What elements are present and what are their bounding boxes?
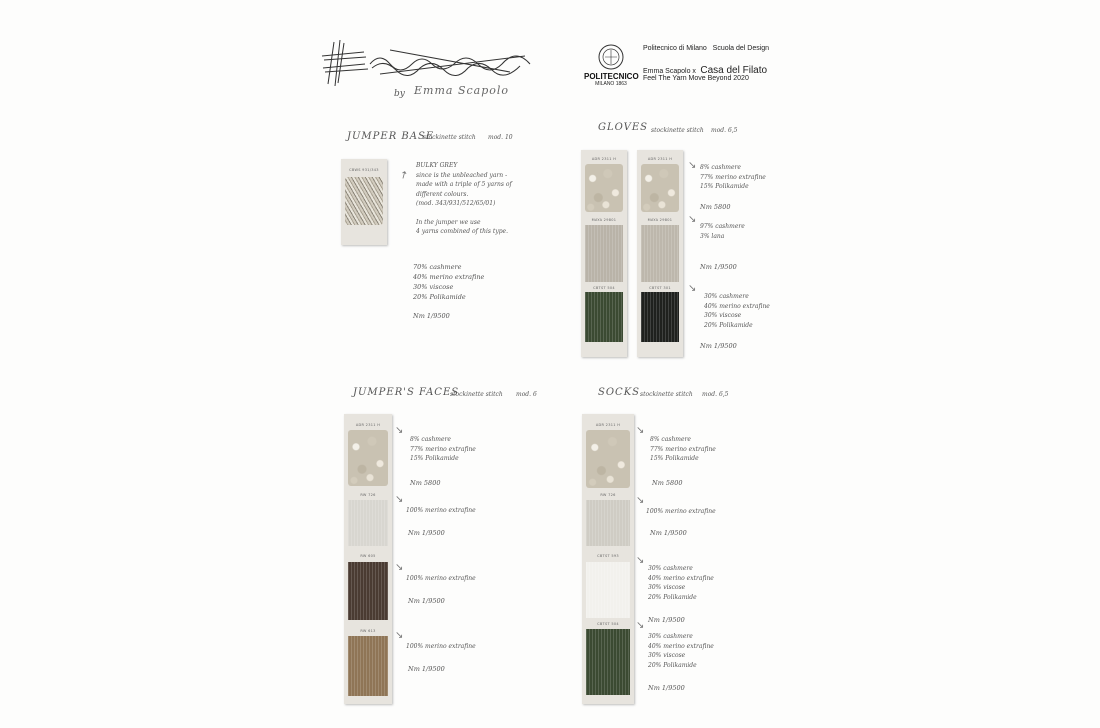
- socks-gauge: mod. 6,5: [702, 391, 729, 398]
- yarn-wrap-olive: [586, 629, 630, 695]
- gloves-block3: 30% cashmere 40% merino extrafine 30% viscose 20% Polikamide: [704, 293, 770, 329]
- school-line: Politecnico di Milano Scuola del Design: [643, 45, 770, 52]
- socks-stitch: stockinette stitch: [640, 391, 693, 398]
- socks-block1-nm: Nm 5800: [652, 479, 683, 487]
- arrow-icon: ↘: [688, 214, 697, 225]
- gloves-block1-nm: Nm 5800: [700, 203, 731, 211]
- arrow-icon: ↘: [636, 495, 645, 506]
- jumper-faces-block2-nm: Nm 1/9500: [408, 529, 445, 537]
- arrow-icon: ↘: [636, 425, 645, 436]
- section-title-socks: SOCKS: [598, 387, 641, 398]
- section-title-jumper-faces: JUMPER'S FACES: [353, 387, 460, 398]
- yarn-wrap-off-white: [348, 500, 388, 546]
- gloves-block3-nm: Nm 1/9500: [700, 342, 737, 350]
- yarn-wrap-boucle: [348, 430, 388, 486]
- signature: Emma Scapolo: [414, 84, 510, 97]
- collab-brand: Casa del Filato: [700, 65, 768, 76]
- arrow-icon: ↘: [395, 630, 404, 641]
- arrow-icon: ↘: [636, 620, 645, 631]
- yarn-card-socks: ADR 2311 H RW 726 CBTST 593 CBTST 504: [582, 414, 634, 704]
- yarn-wrap-dark-brown: [348, 562, 388, 620]
- socks-block3: 30% cashmere 40% merino extrafine 30% viscose 20% Polikamide: [648, 565, 714, 601]
- arrow-icon: ↘: [395, 562, 404, 573]
- yarn-wrap-ivory: [586, 562, 630, 618]
- brand-logo: [320, 34, 550, 90]
- politecnico-seal-icon: [598, 44, 624, 70]
- gloves-block1: 8% cashmere 77% merino extrafine 15% Polikamide: [700, 164, 766, 190]
- section-title-jumper-base: JUMPER BASE: [347, 131, 435, 142]
- arrow-icon: ↘: [636, 555, 645, 566]
- socks-block2: 100% merino extrafine: [646, 508, 716, 515]
- jumper-faces-block4-nm: Nm 1/9500: [408, 665, 445, 673]
- jumper-base-composition: 70% cashmere 40% merino extrafine 30% viscose 20% Polikamide: [413, 263, 485, 301]
- gloves-block2-nm: Nm 1/9500: [700, 263, 737, 271]
- jumper-faces-gauge: mod. 6: [516, 391, 537, 398]
- jumper-faces-block4: 100% merino extrafine: [406, 643, 476, 650]
- yarn-card-label: CBWS 931/343: [349, 168, 379, 172]
- jumper-faces-block3: 100% merino extrafine: [406, 575, 476, 582]
- yarn-wrap-grey: [345, 177, 383, 225]
- socks-block4: 30% cashmere 40% merino extrafine 30% viscose 20% Polikamide: [648, 633, 714, 669]
- jumper-base-nm: Nm 1/9500: [413, 312, 450, 320]
- yarn-card-jumper-base: [341, 159, 387, 245]
- socks-block1: 8% cashmere 77% merino extrafine 15% Polikamide: [650, 436, 716, 462]
- collab-prefix: Emma Scapolo x: [643, 68, 696, 75]
- jumper-base-gauge: mod. 10: [488, 134, 513, 141]
- politecnico-sub: MILANO 1863: [595, 81, 627, 87]
- yarn-wrap-camel: [348, 636, 388, 696]
- yarn-wrap-light-grey: [585, 225, 623, 282]
- by-line: by: [394, 89, 405, 99]
- jumper-faces-block1: 8% cashmere 77% merino extrafine 15% Polikamide: [410, 436, 476, 462]
- gloves-stitch: stockinette stitch: [651, 127, 704, 134]
- arrow-icon: ↘: [395, 494, 404, 505]
- gloves-gauge: mod. 6,5: [711, 127, 738, 134]
- section-title-gloves: GLOVES: [598, 122, 649, 133]
- jumper-faces-block3-nm: Nm 1/9500: [408, 597, 445, 605]
- hashtag-sketch-icon: [320, 34, 550, 90]
- yarn-wrap-olive: [585, 292, 623, 342]
- gloves-block2: 97% cashmere 3% lana: [700, 223, 745, 240]
- jumper-base-note: BULKY GREY since is the unbleached yarn - made with a triple of 5 yarns of different colours. (mod. 343/931/512/65/01) In the jumper we use 4 yarns combined of this type.: [416, 162, 512, 235]
- arrow-icon: ↗: [397, 168, 411, 183]
- yarn-card-gloves-b: ADR 2311 H MAYA 29801 CBTST 301: [637, 150, 683, 357]
- arrow-icon: ↘: [688, 283, 697, 294]
- yarn-wrap-black: [641, 292, 679, 342]
- yarn-wrap-light-grey: [641, 225, 679, 282]
- yarn-wrap-boucle: [585, 164, 623, 212]
- tagline: Feel The Yarn Move Beyond 2020: [643, 75, 749, 82]
- arrow-icon: ↘: [688, 160, 697, 171]
- yarn-card-gloves-a: ADR 2311 H MAYA 29801 CBTST 504: [581, 150, 627, 357]
- yarn-wrap-boucle: [586, 430, 630, 488]
- jumper-faces-stitch: stockinette stitch: [450, 391, 503, 398]
- socks-block4-nm: Nm 1/9500: [648, 684, 685, 692]
- jumper-faces-block1-nm: Nm 5800: [410, 479, 441, 487]
- yarn-card-jumper-faces: ADR 2311 H RW 726 RW 605 RW 613: [344, 414, 392, 704]
- yarn-wrap-boucle: [641, 164, 679, 212]
- yarn-wrap-off-white: [586, 500, 630, 546]
- arrow-icon: ↘: [395, 425, 404, 436]
- politecnico-logo: [584, 44, 639, 90]
- politecnico-name: POLITECNICO: [584, 72, 639, 81]
- jumper-base-stitch: stockinette stitch: [423, 134, 476, 141]
- socks-block3-nm: Nm 1/9500: [648, 616, 685, 624]
- socks-block2-nm: Nm 1/9500: [650, 529, 687, 537]
- jumper-faces-block2: 100% merino extrafine: [406, 507, 476, 514]
